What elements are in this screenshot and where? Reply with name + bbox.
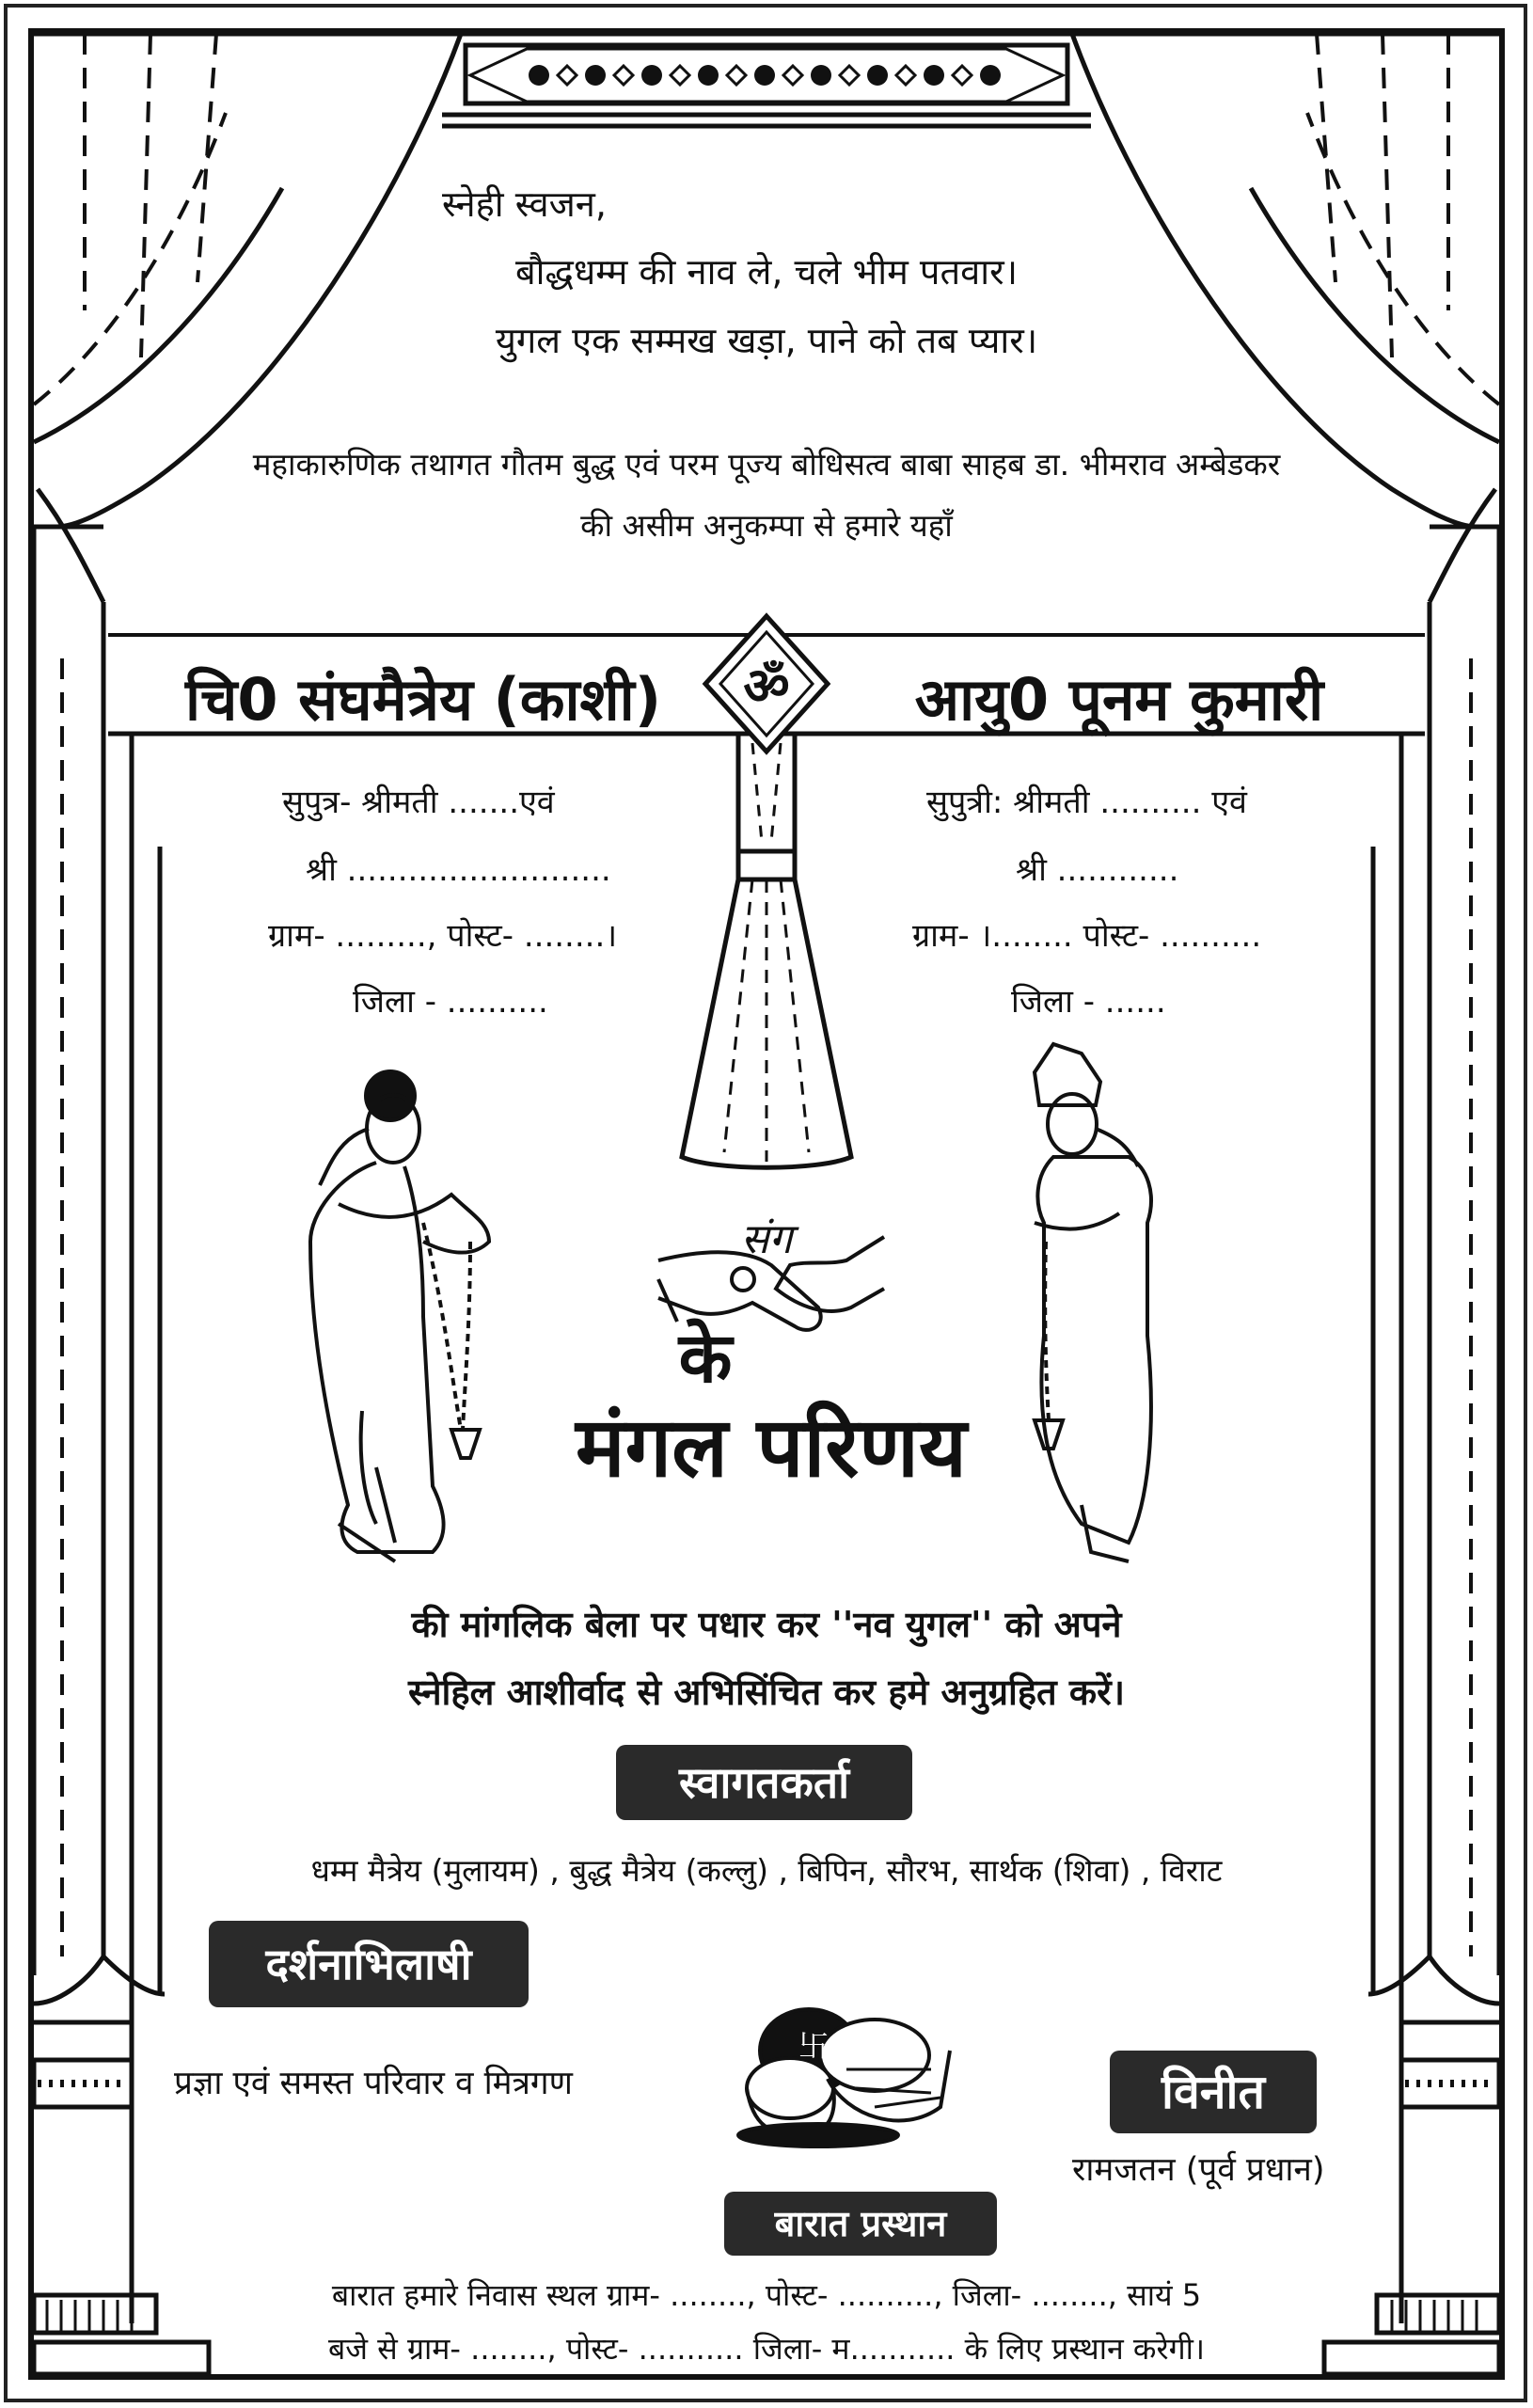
blessing-line-1: महाकारुणिक तथागत गौतम बुद्ध एवं परम पूज्य बोधिसत्व बाबा साहब डा. भीमराव अम्बेडकर bbox=[252, 446, 1281, 483]
groom-parents-line: सुपुत्र- श्रीमती .......एवं bbox=[282, 784, 555, 821]
groom-figure bbox=[1035, 1044, 1151, 1561]
barat-line-1: बारात हमारे निवास स्थल ग्राम- ........, पोस्ट- .........., जिला- ........, सायं 5 bbox=[331, 2277, 1202, 2313]
invitation-line-1: की मांगलिक बेला पर पधार कर ''नव युगल'' को अपने bbox=[411, 1604, 1122, 1645]
darshan-label: दर्शनाभिलाषी bbox=[209, 1921, 529, 2007]
groom-father-line: श्री .......................... bbox=[306, 851, 611, 889]
om-symbol: ॐ bbox=[743, 657, 790, 716]
barat-label: बारात प्रस्थान bbox=[724, 2192, 997, 2256]
vinit-label: विनीत bbox=[1110, 2051, 1317, 2133]
bride-parents-line: सुपुत्री: श्रीमती .......... एवं bbox=[926, 784, 1247, 821]
verse-line-2: युगल एक सम्मख खड़ा, पाने को तब प्यार। bbox=[495, 320, 1038, 361]
dhol-drums-illustration bbox=[738, 2009, 950, 2147]
welcomers-label: स्वागतकर्ता bbox=[616, 1745, 912, 1820]
welcomers-names: धम्म मैत्रेय (मुलायम) , बुद्ध मैत्रेय (कल्लु) , बिपिन, सौरभ, सार्थक (शिवा) , विराट bbox=[310, 1852, 1223, 1889]
groom-village-line: ग्राम- ........., पोस्ट- ........। bbox=[268, 917, 618, 955]
bride-name: आयु0 पूनम कुमारी bbox=[914, 665, 1324, 734]
right-pillar bbox=[1324, 2022, 1499, 2374]
barat-line-2: बजे से ग्राम- ........, पोस्ट- ........... जिला- म........... के लिए प्रस्थान करेगी। bbox=[327, 2331, 1206, 2367]
central-drape bbox=[682, 734, 851, 1167]
bride-village-line: ग्राम- ।........ पोस्ट- .......... bbox=[912, 917, 1262, 955]
swastik-symbol: 卐 bbox=[798, 2028, 829, 2064]
groom-name: चि0 संघमैत्रेय (काशी) bbox=[184, 665, 662, 734]
salutation: स्नेही स्वजन, bbox=[442, 183, 607, 225]
verse-line-1: बौद्धधम्म की नाव ले, चले भीम पतवार। bbox=[514, 251, 1019, 293]
invitation-line-2: स्नेहिल आशीर्वाद से अभिसिंचित कर हमे अनुग्रहित करें। bbox=[407, 1671, 1126, 1713]
darshan-text: प्रज्ञा एवं समस्त परिवार व मित्रगण bbox=[174, 2065, 573, 2102]
top-banner-beads bbox=[529, 65, 1001, 86]
mangal-parinay-title: मंगल परिणय bbox=[576, 1398, 967, 1496]
vinit-text: रामजतन (पूर्व प्रधान) bbox=[1072, 2151, 1325, 2189]
bride-father-line: श्री ............ bbox=[1016, 851, 1179, 889]
sang-word: संग bbox=[740, 1215, 793, 1263]
ke-word: के bbox=[678, 1318, 733, 1399]
bride-figure bbox=[310, 1071, 489, 1561]
blessing-line-2: की असीम अनुकम्पा से हमारे यहाँ bbox=[580, 507, 953, 544]
groom-district-line: जिला - .......... bbox=[353, 983, 548, 1021]
bride-district-line: जिला - ...... bbox=[1011, 983, 1166, 1021]
